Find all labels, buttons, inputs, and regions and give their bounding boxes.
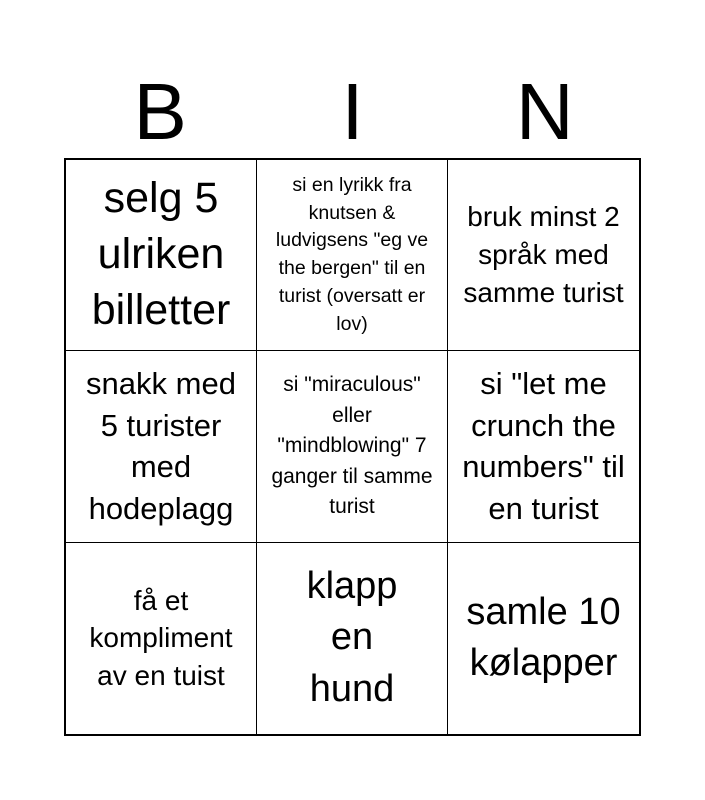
bingo-cell-7[interactable]	[66, 543, 257, 734]
bingo-cell-9[interactable]	[448, 543, 639, 734]
bingo-cell-text: selg 5 ulriken billetter	[91, 174, 231, 335]
bingo-cell-6[interactable]	[448, 351, 639, 542]
bingo-cell-text: samle 10 kølapper	[466, 590, 621, 685]
bingo-cell-text: bruk minst 2 språk med samme turist	[463, 201, 624, 309]
bingo-cell-4[interactable]	[66, 351, 257, 542]
bingo-cell-text: snakk med 5 turister med hodeplagg	[86, 365, 236, 527]
bingo-cell-text: få et kompliment av en tuist	[89, 584, 233, 692]
bingo-cell-text: si "let me crunch the numbers" til en turist	[462, 365, 625, 527]
bingo-cell-8[interactable]	[257, 543, 448, 734]
bingo-header	[64, 60, 641, 160]
bingo-cell-1[interactable]	[66, 160, 257, 351]
header-letter-n: N	[515, 67, 574, 156]
bingo-board	[64, 158, 641, 736]
bingo-cell-2[interactable]	[257, 160, 448, 351]
bingo-cell-3[interactable]	[448, 160, 639, 351]
header-letter-b: B	[133, 67, 187, 156]
bingo-cell-text: si "miraculous" eller "mindblowing" 7 ganger til samme turist	[271, 373, 433, 519]
bingo-cell-text: klapp en hund	[306, 564, 398, 711]
header-letter-i: I	[341, 67, 364, 156]
bingo-cell-text: si en lyrikk fra knutsen & ludvigsens "eg ve the bergen" til en turist (oversatt er lov)	[275, 174, 429, 335]
bingo-cell-5[interactable]	[257, 351, 448, 542]
